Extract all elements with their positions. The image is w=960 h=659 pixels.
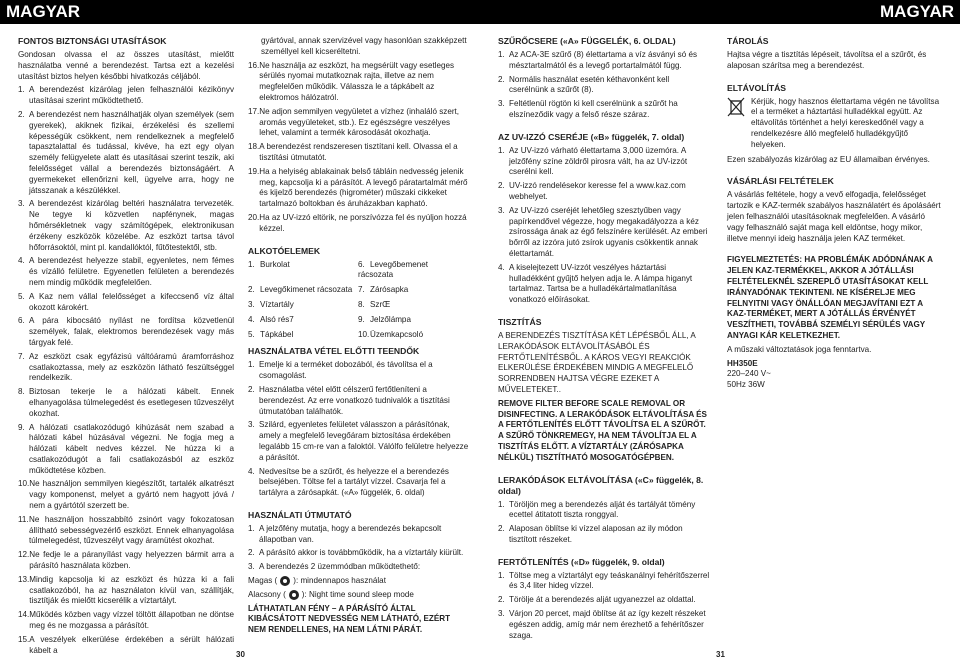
filter-heading: SZŰRŐCSERE («A» FÜGGELÉK, 6. OLDAL) (498, 36, 676, 46)
list-item-number: 16. (248, 60, 260, 70)
parts-list (248, 260, 470, 341)
list-item-text: Szilárd, egyenletes felületet válasszon a párásítónak, amely a megfelelő levegőáram biztosítása érdekében legalább 15 cm-re van a faloktól. Válólfo felületre helyezze a párásítót. (259, 420, 469, 462)
warranty-text: A vásárlás feltétele, hogy a vevő elfogadja, felelősséget tartozik e KAZ-termék szabályos használatért és ápolásáért jelen felhasználói utasításoknak megfelelően. A vásárló vagy felhasználó saját maga kell eldöntse, hogy mikor, illetve mennyi ideig használja jelen KAZ terméket. (727, 190, 941, 243)
list-item-text: Ha a helyiség ablakainak belső tábláin nedvesség jelenik meg, kapcsolja ki a párásítót. A levegő páratartalmát mérő és kijelző berendezés (higrométer) műszaki cikkeket tartalmazó boltokban és áruházakban kapható. (259, 166, 468, 209)
list-item (498, 595, 710, 606)
list-item-text: Az eszközt csak egyfázisú váltóáramú áramforráshoz csatlakoztassa, mely az eszközön látható feszültséggel rendelkezik. (29, 351, 234, 383)
mode-high-label-pre: Magas ( (248, 576, 278, 586)
list-item-number: 1. (248, 360, 255, 370)
list-item-number: 13. (18, 574, 30, 584)
list-item-text: Működés közben vagy vízzel töltött állapotban ne döntse meg és ne mozgassa a párásítót. (29, 610, 234, 631)
list-item-text: Biztosan tekerje le a hálózati kábelt. Ennek elhanyagolása túlmelegedést és esetlegesen tűzveszélyt okozhat. (29, 387, 234, 418)
list-item (248, 167, 470, 210)
list-item-number: 3. (498, 609, 505, 619)
part-number: 3. (248, 299, 255, 309)
setup-list (248, 360, 470, 499)
scale-list (498, 500, 710, 546)
storage-text: Hajtsa végre a tisztítás lépéseit, távolítsa el a szűrőt, és alaposan szárítsa meg a berendezést. (727, 50, 927, 70)
list-item-number: 10. (18, 479, 30, 489)
mode-low-label-pre: Alacsony ( (248, 589, 286, 599)
list-item-number: 2. (248, 384, 255, 394)
uv-list (498, 146, 710, 306)
list-item-text: A berendezés 2 üzemmódban működtethető: (259, 562, 421, 572)
list-item (18, 85, 234, 107)
column-instructions (248, 36, 470, 639)
list-item-number: 15. (18, 634, 30, 644)
list-item (248, 61, 470, 104)
list-item (18, 256, 234, 288)
list-item (498, 206, 710, 260)
part-label: Jelzőlámpa (370, 314, 411, 324)
part-number: 9. (358, 314, 365, 324)
part-number: 10. (358, 329, 370, 339)
part-item (358, 300, 458, 311)
part-label: Alsó rés7 (260, 314, 294, 324)
list-item (248, 548, 470, 559)
list-item-text: A berendezést kizárólag beltéri használatra tervezeték. Ne tegye ki közvetlen napfénynek, magas hőmérsékletnek vagy számítógépek, elektronikusan érzékeny eszközök közelébe. Az eszközt tartsa távol hőforrásoktól, mint pl. kandallóktól, fűtőtestektől, stb. (29, 199, 234, 252)
part-number: 4. (248, 314, 255, 324)
list-item (248, 213, 470, 235)
list-item (18, 292, 234, 314)
list-item-number: 2. (248, 548, 255, 558)
part-label: Burkolat (260, 259, 290, 269)
list-item (18, 575, 234, 607)
part-label: SzrŒ (370, 299, 391, 309)
part-label: Víztartály (260, 299, 294, 309)
safety-heading: FONTOS BIZTONSÁGI UTASÍTÁSOK (18, 36, 167, 46)
header-left-band (0, 0, 480, 24)
list-item (498, 99, 710, 121)
list-item-text: Emelje ki a terméket dobozából, és távolítsa el a csomagolást. (259, 360, 433, 381)
page-number-right: 31 (716, 650, 725, 659)
list-item-number: 3. (248, 420, 255, 430)
list-item-number: 4. (498, 262, 505, 272)
part-item (248, 300, 358, 311)
safety-intro: Gondosan olvassa el az összes utasítást, mielőtt használatba venné a berendezést. Tartsa ezt a kezelési utasítást biztos helyen későbbi hivatkozás céljából. (18, 50, 234, 81)
list-item-text: Ne fedje le a páranyílást vagy helyezzen bármit arra a párásító használata közben. (29, 550, 234, 571)
list-item (18, 635, 234, 657)
safety-list-continued (248, 61, 470, 235)
list-item-number: 3. (498, 205, 505, 215)
list-item-number: 3. (18, 199, 25, 209)
list-item-text: A pára kibocsátó nyílást ne fordítsa közvetlenül személyek, falak, elektromos berendezések vagy más tárgyak felé. (29, 316, 234, 347)
list-item-text: Az UV-izzó várható élettartama 3,000 üzemóra. A jelzőfény színe zöldről pirosra vált, ha az UV-izzót cserélni kell. (509, 145, 688, 177)
list-item-text: A párásító akkor is továbbműködik, ha a víztartály kiürült. (259, 548, 464, 558)
list-item-text: A berendezést kizárólag jelen felhasználói kézikönyv utasításai szerint működtethető. (29, 85, 234, 106)
disposal-text: Kérjük, hogy hasznos élettartama végén ne távolítsa el a terméket a háztartási hulladékkal együtt. Az eltávolítás történhet a helyi kereskedőnél vagy a rendelkezésre álló megfelelő hulladékgyűjtő helyeken. (751, 96, 940, 149)
list-item-number: 1. (498, 499, 505, 509)
invisible-mist-warning: LÁTHATATLAN FÉNY – A PÁRÁSÍTÓ ÁLTAL KIBÁCSÁTOTT NEDVESSÉG NEM LÁTHATÓ, EZÉRT NEM RENDELLENES, HA NEM LÁTNI PÁRÁT. (248, 603, 451, 635)
list-item-text: Ne használjon semmilyen kiegészítőt, tartalék alkatrészt vagy komponenst, melyet a gyártó nem hagyott jóvá / nem a gyártótól szerzett be. (29, 479, 234, 511)
part-label: Levegőbemenet rácsozata (358, 259, 429, 280)
list-item (18, 352, 234, 384)
spec-note: A műszaki változtatások joga fenntartva. (727, 344, 872, 354)
list-item-text: Nedvesítse be a szűrőt, és helyezze el a berendezés belsejében. Töltse fel a tartályt vízzel. Csavarja fel a tartályra a zárósapkát. («A» függelék, 6. oldal) (259, 466, 449, 498)
part-item (248, 315, 358, 326)
list-item (498, 75, 710, 97)
list-item-text: A berendezést helyezze stabil, egyenletes, nem fémes és vízálló felületre. Egyenetlen felületen a berendezés nem mindig működik megfelelően. (29, 256, 234, 287)
list-item-number: 12. (18, 550, 30, 560)
safety-item-15-continued: gyártóval, annak szervizével vagy hasonlóan szakképzett személlyel kell kicseréltetni. (261, 36, 467, 56)
list-item (248, 142, 470, 164)
part-number: 6. (358, 259, 365, 269)
list-item-number: 17. (248, 106, 260, 116)
list-item-number: 1. (498, 570, 505, 580)
list-item-text: Ne használjon hosszabbító zsinórt vagy fokozatosan állítható sebességvezérlő eszközt. Ennek elhanyagolása túlmelegedést, tűzveszélyt vagy áramütést okozhat. (29, 514, 234, 546)
list-item-text: Töltse meg a víztartályt egy teáskanálnyi fehérítőszerrel és 3,4 liter hideg vízzel. (509, 570, 710, 591)
disposal-block (727, 97, 941, 151)
list-item-number: 6. (18, 316, 25, 326)
part-number: 5. (248, 329, 255, 339)
part-item (248, 330, 358, 341)
scale-heading: LERAKÓDÁSOK ELTÁVOLÍTÁSA («C» függelék, 8. oldal) (498, 474, 704, 496)
list-item-text: A kiselejtezett UV-izzót veszélyes háztartási hulladékként gyűjtő helyen adja le. A lámpa higanyt tartalmaz. Tartsa be a hulladékártalmatlanítása vonatkozó előírásokat. (509, 262, 693, 305)
crossed-bin-icon (727, 97, 745, 117)
usage-list (248, 524, 470, 573)
list-item-number: 1. (248, 523, 255, 533)
list-item (498, 609, 710, 641)
list-item-number: 1. (498, 145, 505, 155)
part-item (358, 260, 458, 282)
list-item-text: Feltétlenül rögtön ki kell cserélnünk a szűrőt ha elszíneződik vagy a felső része száraz. (509, 99, 678, 119)
list-item-text: UV-izzó rendelésekor keresse fel a www.kaz.com webhelyet. (509, 181, 686, 201)
list-item-text: Az UV-izzó cseréjét lehetőleg szesztyűben vagy papírkendővel végezze, hogy megakadályozza a kéz zsírossága ának az égő felszínére kerülését. Az emberi bőrről az izzóra jutó zsírok ugyanis csökkentik annak élettartamát. (509, 205, 708, 258)
part-label: Levegőkimenet rácsozata (260, 285, 353, 295)
mode-high (248, 576, 470, 587)
part-label: Tápkábel (260, 329, 294, 339)
list-item (18, 479, 234, 511)
cleaning-heading: TISZTÍTÁS (498, 316, 542, 327)
part-number: 8. (358, 299, 365, 309)
list-item (18, 110, 234, 196)
column-maintenance (498, 36, 710, 644)
list-item-text: Ha az UV-izzó eltörik, ne porszívózza fel és nyúljon hozzá kézzel. (259, 212, 467, 233)
list-item-number: 19. (248, 166, 260, 176)
list-item-text: Mindig kapcsolja ki az eszközt és húzza ki a fali csatlakozóból, ha az használaton kívül van, szállítják, tisztítják és mielőtt kicserélik a víztartályt. (29, 574, 234, 606)
list-item (18, 423, 234, 477)
voltage-spec: 220–240 V~ (727, 369, 771, 379)
list-item-text: Normális használat esetén kéthavonként kell cserélnünk a szűrőt (8). (509, 74, 670, 95)
part-number: 7. (358, 285, 365, 295)
storage-heading: TÁROLÁS (727, 36, 769, 46)
header-right-title: MAGYAR (880, 2, 954, 21)
mode-high-label-post: ): mindennapos használat (293, 576, 386, 586)
list-item-text: A Kaz nem vállal felelősséget a kifeccsenő víz által okozott károkért. (29, 291, 234, 312)
list-item (498, 263, 710, 306)
caution-text: FIGYELMEZTETÉS: HA PROBLÉMÁK ADÓDNÁNAK A JELEN KAZ-TERMÉKKEL, AKKOR A JÓTÁLLÁSI FELTÉTELEKNÉL SZEREPLŐ UTASÍTÁSOKAT KELL IRÁNYADÓNAK TEKINTENI. NE KÍSÉRELJE MEG FELNYITNI VAGY ÖNÁLLÓAN MEGJAVÍTANI EZT A KAZ-TERMÉKET, MERT A JÓTÁLLÁS ÉRVÉNYÉT VESZÍTHETI, TOVÁBBÁ SZEMÉLYI SÉRÜLÉS VAGY ANYAGI KÁR KELETKEZHET. (727, 255, 933, 340)
list-item (248, 385, 470, 417)
disinfect-heading: FERTŐTLENÍTÉS («D» függelék, 9. oldal) (498, 556, 665, 567)
list-item-number: 2. (18, 109, 25, 119)
list-item-number: 3. (498, 99, 505, 109)
list-item-text: A berendezést rendszeresen tisztítani kell. Olvassa el a tisztítási útmutatót. (259, 142, 458, 162)
part-label: Üzemkapcsoló (370, 329, 424, 339)
parts-heading: ALKOTÓELEMEK (248, 245, 321, 256)
list-item-text: Az ACA-3E szűrő (8) élettartama a víz ásványi só és mésztartalmától és a levegő portartalmától függ. (509, 50, 698, 70)
cleaning-caps-text: A BERENDEZÉS TISZTÍTÁSA KÉT LÉPÉSBŐL ÁLL, A LERAKÓDÁSOK ELTÁVOLÍTÁSÁBÓL ÉS FERTŐTLENÍTÉSBŐL. A KÁROS VEGYI REAKCIÓK ELKERÜLÉSE ÉRDEKÉBEN MINDIG A MEGFELELŐ SORRENDBEN HAJTSA VÉGRE EZEKET A MŰVELETEKET.. (498, 330, 696, 394)
cleaning-bold-text: REMOVE FILTER BEFORE SCALE REMOVAL OR DISINFECTING. A LERAKÓDÁSOK ELTÁVOLÍTÁSA ÉS A FERTŐTLENÍTÉS ELŐTT TÁVOLÍTSA EL A SZŰRŐT. A SZŰRŐ TÖNKREMEGY, HA NEM TÁVOLÍTJA EL A TISZTÍTÁS ELŐTT. A VÍZTARTÁLY (ZÁRÓSAPKA NÉLKÜL) TISZTÍTHATÓ MOSOGATÓGÉPBEN. (498, 398, 707, 462)
column-safety (18, 36, 234, 659)
list-item-number: 1. (498, 50, 505, 59)
list-item (18, 316, 234, 348)
warranty-heading: VÁSÁRLÁSI FELTÉTELEK (727, 176, 834, 187)
part-item (248, 285, 358, 296)
list-item-number: 8. (18, 387, 25, 397)
uv-heading: AZ UV-IZZÓ CSERÉJE («B» függelék, 7. oldal) (498, 131, 685, 142)
column-storage (727, 36, 941, 391)
eu-only-text: Ezen szabályozás kizárólag az EU államaiban érvényes. (727, 154, 930, 164)
list-item (18, 387, 234, 419)
list-item-number: 18. (248, 142, 260, 152)
list-item-text: A hálózati csatlakozódugó kihúzását nem szabad a hálózati kábel húzásával végezni. Ne fogja meg a hálózati kábelt nedves kézzel. Ne húzza ki a csatlakozódugót a fali csatlakozásból az eszköz működtetése közben. (29, 422, 234, 475)
list-item-number: 2. (498, 595, 505, 605)
list-item-number: 1. (18, 85, 25, 95)
list-item-number: 2. (498, 181, 505, 191)
list-item-number: 14. (18, 610, 30, 620)
part-item (358, 285, 458, 296)
list-item-text: Alaposan öblítse ki vízzel alaposan az ily módon tisztított részeket. (509, 524, 683, 544)
fan-high-icon (280, 576, 290, 586)
list-item-text: Használatba vétel előtt célszerű fertőtleníteni a berendezést. Az erre vonatkozó tudnivalók a tisztítási útmutatóban találhatók. (259, 384, 450, 416)
part-item (248, 260, 358, 282)
list-item (498, 571, 710, 593)
list-item-text: A berendezést nem használhatják olyan személyek (sem gyerekek), akiknek fizikai, érzékelési és szellemi képességük csökkent, nem rendelkeznek a megfelelő tapasztalattal és tudással, kivéve, ha ezt egy olyan személy felügyelete alatt és utasításai szerint teszik, aki felelősséget vállal a berendezés biztonságáért. A gyermekeket ellenőrizni kell, ügyelve arra, hogy ne játsszanak a készülékkel. (29, 109, 234, 195)
list-item (248, 360, 470, 382)
list-item-number: 2. (498, 524, 505, 534)
list-item-text: Töröljön meg a berendezés alját és tartályát tömény ecettel átitatott tiszta ronggyal. (509, 499, 696, 520)
list-item-text: Várjon 20 percet, majd öblítse át az így kezelt részeket egészen addig, amíg már nem érezhető a fehérítőszer szaga. (509, 609, 706, 640)
list-item-text: A jelzőfény mutatja, hogy a berendezés bekapcsolt állapotban van. (259, 523, 442, 544)
setup-heading: HASZNÁLATBA VÉTEL ELŐTTI TEENDŐK (248, 346, 420, 357)
part-number: 2. (248, 285, 255, 295)
list-item (248, 420, 470, 463)
list-item-text: Törölje át a berendezés alját ugyanezzel az oldattal. (509, 595, 696, 605)
list-item (18, 515, 234, 547)
filter-list (498, 50, 710, 121)
header-right-band (480, 0, 960, 24)
fan-low-icon (289, 590, 299, 600)
list-item (498, 181, 710, 203)
list-item (498, 524, 710, 546)
list-item-number: 20. (248, 212, 260, 222)
disposal-heading: ELTÁVOLÍTÁS (727, 82, 787, 93)
part-label: Zárósapka (370, 285, 409, 295)
list-item (18, 199, 234, 253)
list-item-number: 4. (248, 466, 255, 476)
list-item (248, 467, 470, 499)
mode-low-label-post: ): Night time sound sleep mode (301, 589, 414, 599)
list-item-number: 3. (248, 562, 255, 572)
list-item (248, 107, 470, 139)
list-item-number: 11. (18, 514, 29, 524)
list-item-number: 5. (18, 291, 25, 301)
mode-low (248, 590, 470, 601)
part-number: 1. (248, 259, 255, 269)
list-item-number: 4. (18, 256, 25, 266)
usage-heading: HASZNÁLATI ÚTMUTATÓ (248, 509, 352, 520)
list-item-text: Ne adjon semmilyen vegyületet a vízhez (inhaláló szert, aromás vegyületeket, stb.). Ez egészségre veszélyes lehet, valamint a termék károsodását okozhatja. (259, 106, 460, 138)
list-item-text: A veszélyek elkerülése érdekében a sérült hálózati kábelt a (29, 634, 234, 655)
list-item-number: 2. (498, 74, 505, 84)
list-item (18, 550, 234, 572)
list-item (498, 146, 710, 178)
part-item (358, 315, 458, 326)
list-item (248, 524, 470, 546)
header-left-title: MAGYAR (6, 2, 80, 21)
power-spec: 50Hz 36W (727, 380, 765, 390)
list-item-text: Ne használja az eszközt, ha megsérült vagy esetleges sérülés nyomai mutatkoznak rajta, illetve az nem megfelelően működik. Válassza le a tápkábelt az elektromos hálózatról. (259, 60, 455, 102)
page-number-left: 30 (236, 650, 245, 659)
safety-list (18, 85, 234, 656)
list-item (498, 500, 710, 522)
model-number: HH350E (727, 358, 758, 368)
disinfect-list (498, 571, 710, 642)
part-item (358, 330, 458, 341)
list-item-number: 9. (18, 422, 25, 432)
list-item (18, 610, 234, 632)
list-item-number: 7. (18, 351, 25, 361)
list-item (498, 50, 710, 72)
list-item (248, 562, 470, 573)
